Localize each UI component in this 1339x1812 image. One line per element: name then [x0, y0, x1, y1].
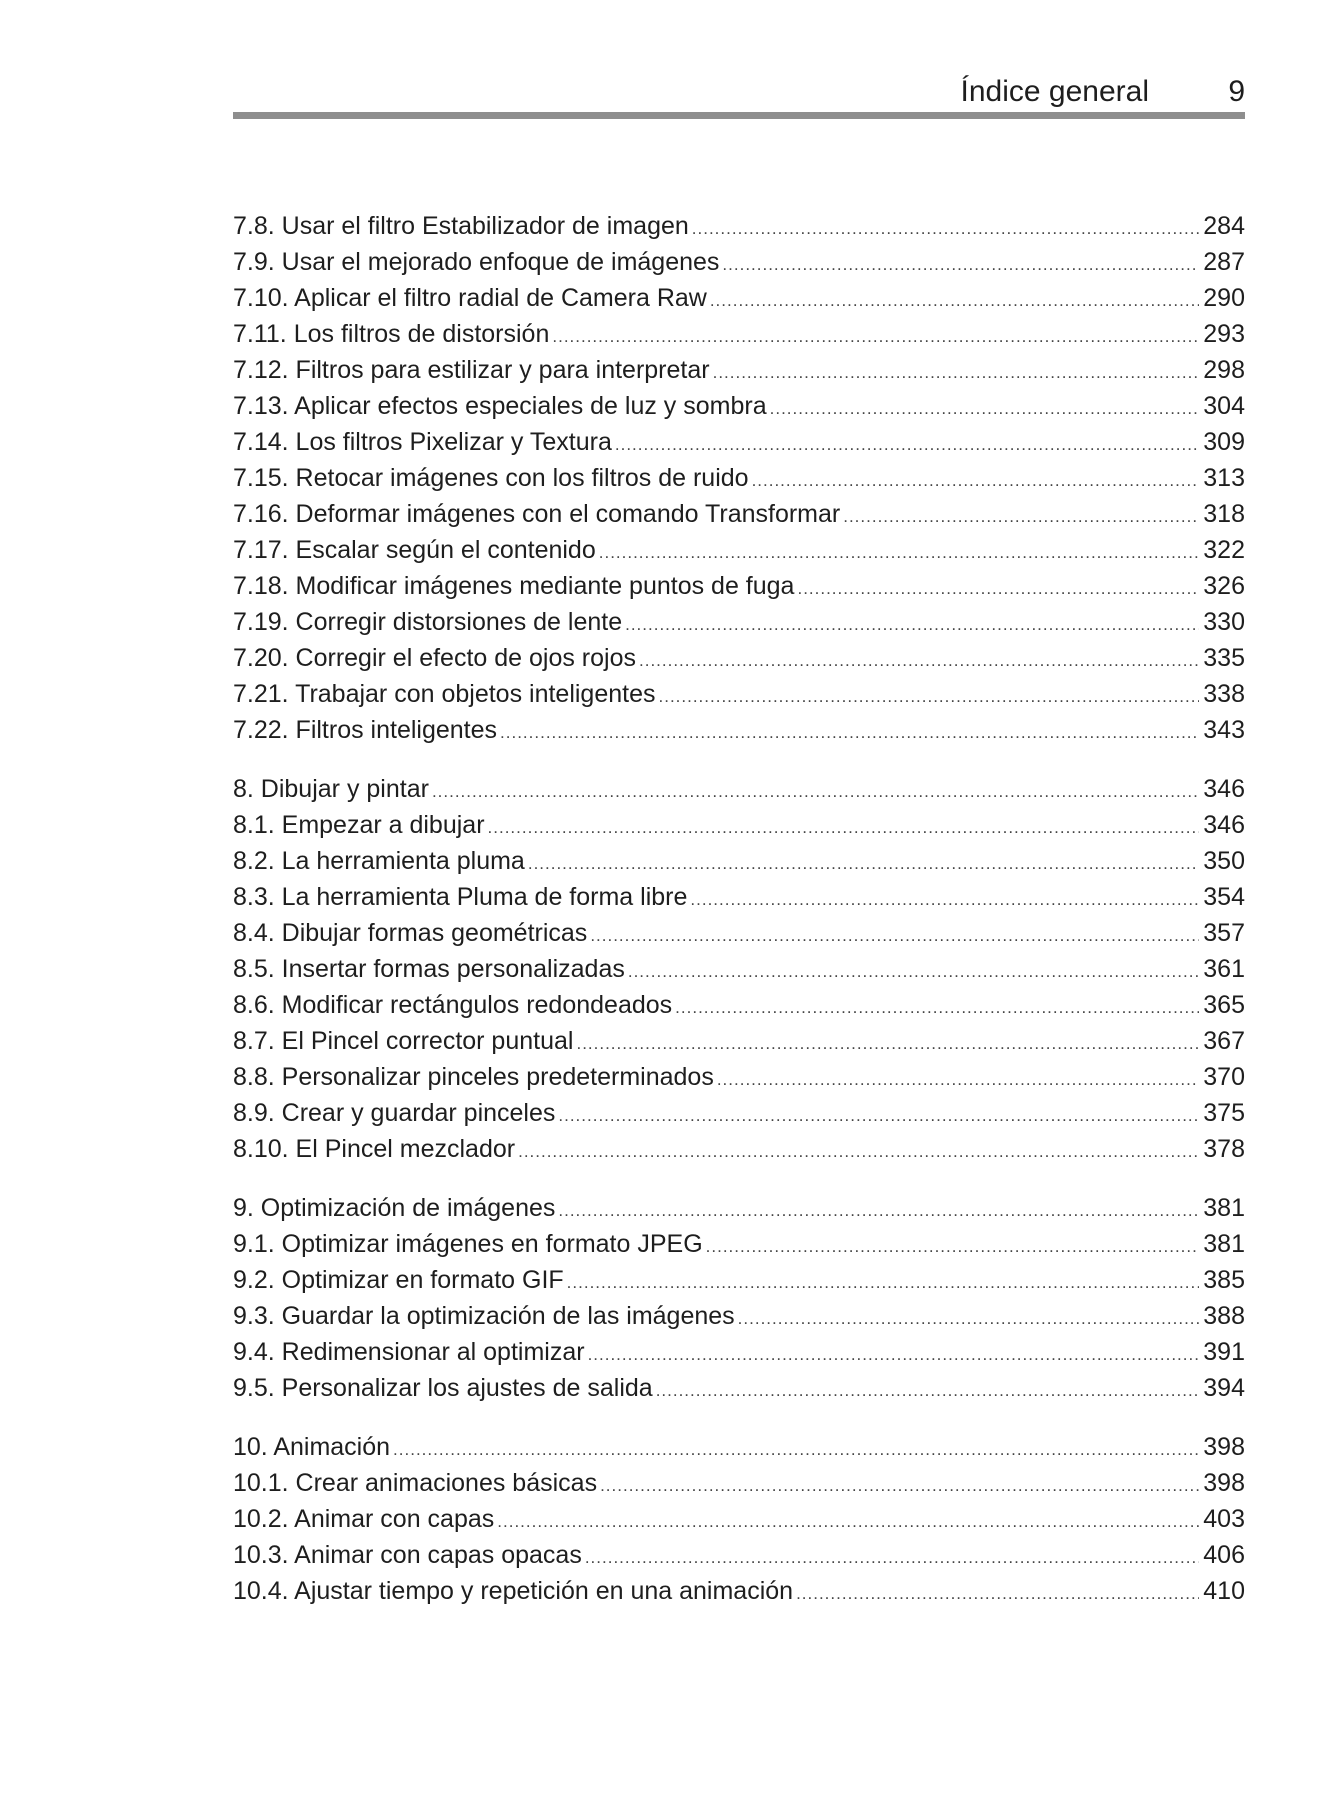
toc-entry-page: 398 — [1203, 1433, 1245, 1461]
toc-entry — [233, 712, 1245, 748]
dot-leader — [797, 571, 1199, 607]
toc-entry-page: 381 — [1203, 1230, 1245, 1258]
toc-entry-label: 10.4. Ajustar tiempo y repetición en una animación — [233, 1577, 794, 1605]
toc-entry-label: 8.2. La herramienta pluma — [233, 847, 525, 875]
toc-entry — [233, 1023, 1245, 1059]
dot-leader — [558, 1098, 1199, 1134]
toc-entry-page: 361 — [1203, 955, 1245, 983]
dot-leader — [599, 535, 1200, 571]
toc-entry — [233, 879, 1245, 915]
toc-entry-page: 338 — [1203, 680, 1245, 708]
toc-entry-label: 7.21. Trabajar con objetos inteligentes — [233, 680, 656, 708]
toc-entry-page: 403 — [1203, 1505, 1245, 1533]
toc-entry — [233, 604, 1245, 640]
dot-leader — [588, 1337, 1200, 1373]
header-title: Índice general — [960, 75, 1149, 108]
toc-entry — [233, 1298, 1245, 1334]
toc-entry — [233, 208, 1245, 244]
toc-entry-label: 8.8. Personalizar pinceles predeterminados — [233, 1063, 714, 1091]
toc-entry-label: 8.1. Empezar a dibujar — [233, 811, 485, 839]
toc-entry — [233, 676, 1245, 712]
dot-leader — [625, 607, 1199, 643]
toc-entry-page: 350 — [1203, 847, 1245, 875]
toc-entry-label: 7.22. Filtros inteligentes — [233, 716, 498, 744]
toc-entry-page: 378 — [1203, 1135, 1245, 1163]
toc-entry-page: 309 — [1203, 428, 1245, 456]
toc-entry-label: 9.3. Guardar la optimización de las imágenes — [233, 1302, 735, 1330]
toc-entry-page: 304 — [1203, 392, 1245, 420]
dot-leader — [432, 774, 1199, 810]
toc-entry-label: 8.6. Modificar rectángulos redondeados — [233, 991, 673, 1019]
dot-leader — [713, 355, 1200, 391]
toc-entry-label: 7.9. Usar el mejorado enfoque de imágenes — [233, 248, 720, 276]
toc-entry-label: 8.10. El Pincel mezclador — [233, 1135, 516, 1163]
dot-leader — [628, 954, 1199, 990]
dot-leader — [558, 1193, 1199, 1229]
toc-entry-page: 335 — [1203, 644, 1245, 672]
dot-leader — [738, 1301, 1200, 1337]
toc-section — [233, 208, 1245, 748]
toc-entry-label: 8.7. El Pincel corrector puntual — [233, 1027, 574, 1055]
toc-entry — [233, 352, 1245, 388]
dot-leader — [590, 918, 1199, 954]
toc-entry-label: 9. Optimización de imágenes — [233, 1194, 556, 1222]
toc-entry-label: 8.4. Dibujar formas geométricas — [233, 919, 588, 947]
toc-entry-label: 9.2. Optimizar en formato GIF — [233, 1266, 564, 1294]
dot-leader — [843, 499, 1199, 535]
toc-entry — [233, 1370, 1245, 1406]
toc-entry-page: 346 — [1203, 811, 1245, 839]
header-page-number: 9 — [1228, 75, 1245, 108]
toc-entry-page: 394 — [1203, 1374, 1245, 1402]
toc-entry — [233, 987, 1245, 1023]
toc-entry — [233, 951, 1245, 987]
toc-entry — [233, 915, 1245, 951]
toc-entry — [233, 244, 1245, 280]
toc-entry-page: 298 — [1203, 356, 1245, 384]
dot-leader — [717, 1062, 1199, 1098]
table-of-contents — [233, 208, 1245, 1632]
toc-entry — [233, 1190, 1245, 1226]
toc-entry — [233, 1262, 1245, 1298]
toc-entry — [233, 1226, 1245, 1262]
toc-entry-page: 284 — [1203, 212, 1245, 240]
toc-entry-page: 370 — [1203, 1063, 1245, 1091]
toc-entry-label: 7.17. Escalar según el contenido — [233, 536, 596, 564]
toc-section — [233, 771, 1245, 1167]
toc-entry — [233, 771, 1245, 807]
toc-entry — [233, 280, 1245, 316]
toc-entry-page: 388 — [1203, 1302, 1245, 1330]
header-rule — [233, 112, 1245, 119]
dot-leader — [659, 679, 1200, 715]
toc-entry — [233, 424, 1245, 460]
toc-entry — [233, 460, 1245, 496]
dot-leader — [488, 810, 1200, 846]
toc-entry-label: 10.3. Animar con capas opacas — [233, 1541, 582, 1569]
toc-entry-page: 357 — [1203, 919, 1245, 947]
toc-entry-label: 10.1. Crear animaciones básicas — [233, 1469, 598, 1497]
toc-entry — [233, 568, 1245, 604]
toc-entry-label: 7.13. Aplicar efectos especiales de luz y sombra — [233, 392, 767, 420]
dot-leader — [600, 1468, 1199, 1504]
toc-entry-label: 7.20. Corregir el efecto de ojos rojos — [233, 644, 636, 672]
toc-entry — [233, 843, 1245, 879]
toc-entry-label: 10.2. Animar con capas — [233, 1505, 495, 1533]
dot-leader — [615, 427, 1199, 463]
dot-leader — [528, 846, 1199, 882]
dot-leader — [393, 1432, 1199, 1468]
toc-entry-label: 7.18. Modificar imágenes mediante puntos de fuga — [233, 572, 795, 600]
toc-entry-label: 7.14. Los filtros Pixelizar y Textura — [233, 428, 612, 456]
toc-entry-label: 7.10. Aplicar el filtro radial de Camera Raw — [233, 284, 707, 312]
toc-entry-page: 375 — [1203, 1099, 1245, 1127]
toc-entry-page: 326 — [1203, 572, 1245, 600]
toc-entry — [233, 1059, 1245, 1095]
toc-entry — [233, 807, 1245, 843]
dot-leader — [706, 1229, 1200, 1265]
toc-entry — [233, 1334, 1245, 1370]
toc-entry-label: 8.9. Crear y guardar pinceles — [233, 1099, 556, 1127]
toc-entry — [233, 640, 1245, 676]
dot-leader — [585, 1540, 1199, 1576]
toc-entry-page: 385 — [1203, 1266, 1245, 1294]
toc-entry-page: 406 — [1203, 1541, 1245, 1569]
toc-section — [233, 1190, 1245, 1406]
dot-leader — [770, 391, 1200, 427]
toc-entry — [233, 388, 1245, 424]
toc-entry-page: 365 — [1203, 991, 1245, 1019]
toc-entry — [233, 1537, 1245, 1573]
toc-entry-page: 381 — [1203, 1194, 1245, 1222]
toc-entry-label: 7.8. Usar el filtro Estabilizador de imagen — [233, 212, 689, 240]
toc-entry-page: 343 — [1203, 716, 1245, 744]
toc-entry — [233, 316, 1245, 352]
dot-leader — [500, 715, 1199, 751]
toc-entry — [233, 1501, 1245, 1537]
dot-leader — [656, 1373, 1200, 1409]
toc-entry — [233, 1465, 1245, 1501]
toc-entry-label: 9.4. Redimensionar al optimizar — [233, 1338, 585, 1366]
toc-entry — [233, 496, 1245, 532]
toc-entry-label: 7.19. Corregir distorsiones de lente — [233, 608, 623, 636]
toc-entry — [233, 1095, 1245, 1131]
toc-entry — [233, 1131, 1245, 1167]
toc-entry-page: 410 — [1203, 1577, 1245, 1605]
dot-leader — [497, 1504, 1199, 1540]
toc-entry-label: 8.5. Insertar formas personalizadas — [233, 955, 625, 983]
dot-leader — [552, 319, 1199, 355]
dot-leader — [796, 1576, 1199, 1612]
toc-entry-label: 7.11. Los filtros de distorsión — [233, 320, 550, 348]
toc-entry — [233, 1573, 1245, 1609]
toc-entry-page: 293 — [1203, 320, 1245, 348]
toc-entry-page: 391 — [1203, 1338, 1245, 1366]
dot-leader — [752, 463, 1200, 499]
dot-leader — [576, 1026, 1199, 1062]
dot-leader — [690, 882, 1199, 918]
dot-leader — [518, 1134, 1199, 1170]
toc-entry-label: 7.12. Filtros para estilizar y para interpretar — [233, 356, 710, 384]
toc-entry-label: 8. Dibujar y pintar — [233, 775, 429, 803]
toc-entry — [233, 1429, 1245, 1465]
toc-entry-label: 7.16. Deformar imágenes con el comando Transformar — [233, 500, 841, 528]
toc-entry-page: 322 — [1203, 536, 1245, 564]
dot-leader — [710, 283, 1199, 319]
dot-leader — [567, 1265, 1200, 1301]
toc-entry-page: 367 — [1203, 1027, 1245, 1055]
toc-entry-label: 10. Animación — [233, 1433, 391, 1461]
toc-entry-label: 9.5. Personalizar los ajustes de salida — [233, 1374, 653, 1402]
dot-leader — [722, 247, 1199, 283]
dot-leader — [692, 211, 1200, 247]
toc-entry-page: 290 — [1203, 284, 1245, 312]
running-header — [233, 74, 1245, 110]
toc-entry-label: 7.15. Retocar imágenes con los filtros de ruido — [233, 464, 749, 492]
toc-entry-page: 398 — [1203, 1469, 1245, 1497]
toc-section — [233, 1429, 1245, 1609]
toc-entry-page: 287 — [1203, 248, 1245, 276]
toc-entry-label: 9.1. Optimizar imágenes en formato JPEG — [233, 1230, 703, 1258]
toc-entry-page: 330 — [1203, 608, 1245, 636]
toc-entry-page: 313 — [1203, 464, 1245, 492]
toc-entry — [233, 532, 1245, 568]
dot-leader — [639, 643, 1199, 679]
toc-entry-label: 8.3. La herramienta Pluma de forma libre — [233, 883, 688, 911]
dot-leader — [675, 990, 1199, 1026]
toc-entry-page: 318 — [1203, 500, 1245, 528]
toc-entry-page: 346 — [1203, 775, 1245, 803]
toc-entry-page: 354 — [1203, 883, 1245, 911]
